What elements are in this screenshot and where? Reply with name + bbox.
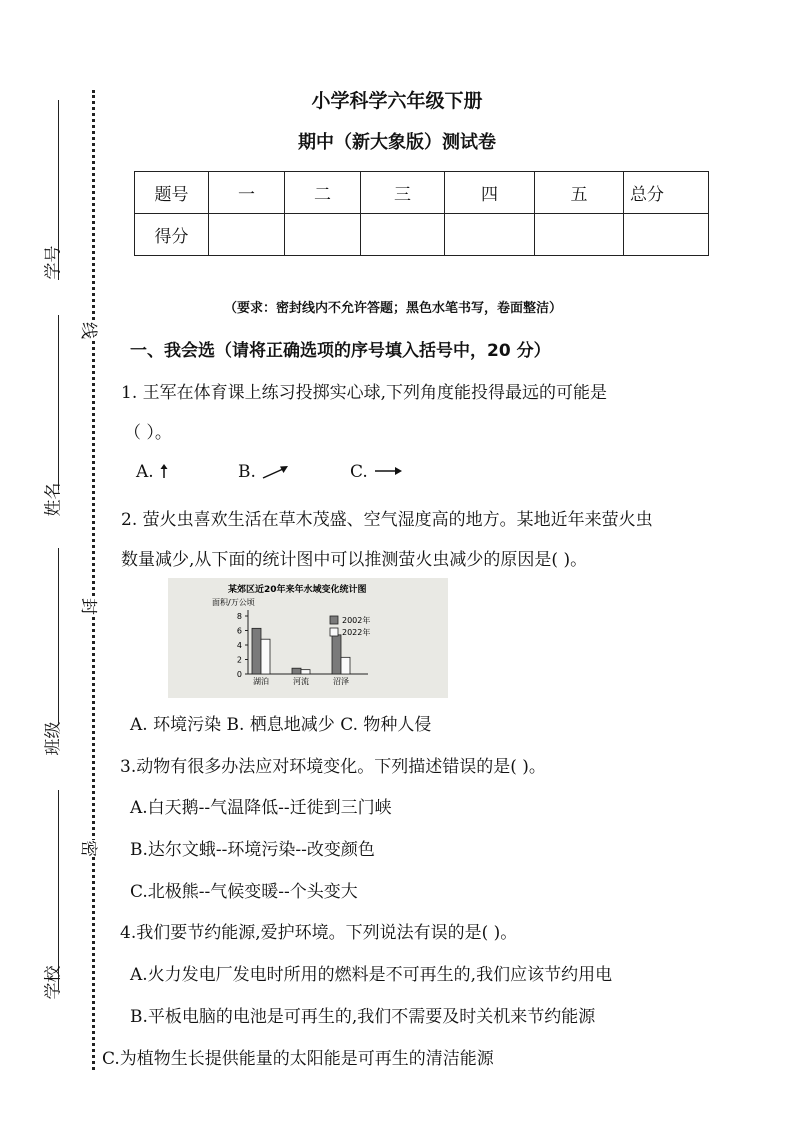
chart-legend-swatch [330, 616, 338, 624]
chart-y-tick-label: 2 [236, 655, 242, 665]
q2-text-line2: 数量减少,从下面的统计图中可以推测萤火虫减少的原因是( )。 [121, 550, 588, 570]
water-area-chart [168, 578, 448, 698]
score-cell [445, 214, 535, 256]
seal-dotted-line [92, 90, 95, 1070]
arrow-right-icon [373, 465, 403, 477]
q2-text-line1: 2. 萤火虫喜欢生活在草木茂盛、空气湿度高的地方。某地近年来萤火虫 [121, 510, 653, 530]
q1-option-a-label: A. [136, 462, 154, 482]
q1-option-b-label: B. [238, 462, 256, 482]
q3-option-b: B.达尔文蛾--环境污染--改变颜色 [130, 840, 375, 860]
page-subtitle: 期中（新大象版）测试卷 [298, 132, 496, 153]
chart-ylabel: 面积/万公顷 [212, 598, 255, 607]
table-cell: 二 [285, 172, 361, 214]
q3-option-c: C.北极熊--气候变暖--个头变大 [130, 882, 358, 902]
q1-option-a [136, 462, 169, 482]
table-cell: 得分 [135, 214, 209, 256]
table-cell: 总分 [624, 172, 709, 214]
chart-y-tick-label: 6 [236, 626, 242, 636]
score-cell [361, 214, 445, 256]
q1-option-c [350, 462, 403, 482]
chart-bar [341, 657, 350, 674]
chart-bar [332, 635, 341, 674]
chart-category-label: 湖泊 [253, 677, 269, 686]
arrow-up-icon [159, 463, 169, 479]
q1-option-b [238, 462, 289, 482]
chart-legend-swatch [330, 628, 338, 636]
chart-svg [168, 578, 448, 698]
chart-category-label: 沼泽 [333, 677, 349, 686]
table-row [135, 214, 709, 256]
q1-text-line1: 1. 王军在体育课上练习投掷实心球,下列角度能投得最远的可能是 [121, 383, 608, 403]
table-cell: 题号 [135, 172, 209, 214]
seal-char-line: 线 [78, 322, 103, 339]
q4-text-line1: 4.我们要节约能源,爱护环境。下列说法有误的是( )。 [120, 923, 518, 943]
q4-option-a: A.火力发电厂发电时所用的燃料是不可再生的,我们应该节约用电 [130, 965, 613, 985]
arrow-diagonal-icon [261, 464, 289, 480]
q4-option-c: C.为植物生长提供能量的太阳能是可再生的清洁能源 [102, 1049, 494, 1069]
table-row [135, 172, 709, 214]
score-cell [535, 214, 624, 256]
chart-legend-label: 2002年 [342, 616, 371, 625]
exam-note: （要求：密封线内不允许答题；黑色水笔书写，卷面整洁） [224, 301, 563, 316]
table-cell: 五 [535, 172, 624, 214]
seal-char-seal: 封 [78, 598, 103, 615]
score-cell [624, 214, 709, 256]
q1-text-line2: （ ）。 [124, 423, 172, 443]
chart-plot-area [237, 610, 370, 686]
section-heading: 一、我会选（请将正确选项的序号填入括号中，20 分） [130, 341, 551, 361]
chart-bar [252, 628, 261, 674]
chart-y-tick-label: 4 [236, 641, 242, 650]
binding-line-4 [58, 790, 59, 990]
q1-option-c-label: C. [350, 462, 368, 482]
score-cell [209, 214, 285, 256]
page-title: 小学科学六年级下册 [311, 90, 483, 112]
table-cell: 一 [209, 172, 285, 214]
chart-y-tick-label: 8 [236, 612, 242, 621]
student-id-label: 学号 [43, 245, 64, 280]
chart-bar [301, 670, 310, 674]
binding-line-2 [58, 315, 59, 490]
chart-bar [292, 668, 301, 674]
class-label: 班级 [43, 721, 64, 756]
school-label: 学校 [43, 965, 64, 1000]
chart-title: 某郊区近20年来年水域变化统计图 [228, 585, 367, 595]
q3-text-line1: 3.动物有很多办法应对环境变化。下列描述错误的是( )。 [120, 757, 546, 777]
table-cell: 四 [445, 172, 535, 214]
chart-y-tick-label: 0 [236, 670, 242, 679]
chart-category-label: 河流 [293, 677, 309, 686]
q2-options: A. 环境污染 B. 栖息地减少 C. 物种人侵 [130, 715, 432, 735]
binding-line-3 [58, 548, 59, 723]
score-cell [285, 214, 361, 256]
chart-bar [261, 639, 270, 674]
chart-legend-label: 2022年 [342, 628, 371, 637]
seal-char-secret: 密 [78, 840, 103, 857]
score-table [134, 171, 709, 256]
table-cell: 三 [361, 172, 445, 214]
name-label: 姓名 [43, 482, 64, 517]
q4-option-b: B.平板电脑的电池是可再生的,我们不需要及时关机来节约能源 [130, 1007, 596, 1027]
q3-option-a: A.白天鹅--气温降低--迁徙到三门峡 [130, 798, 392, 818]
